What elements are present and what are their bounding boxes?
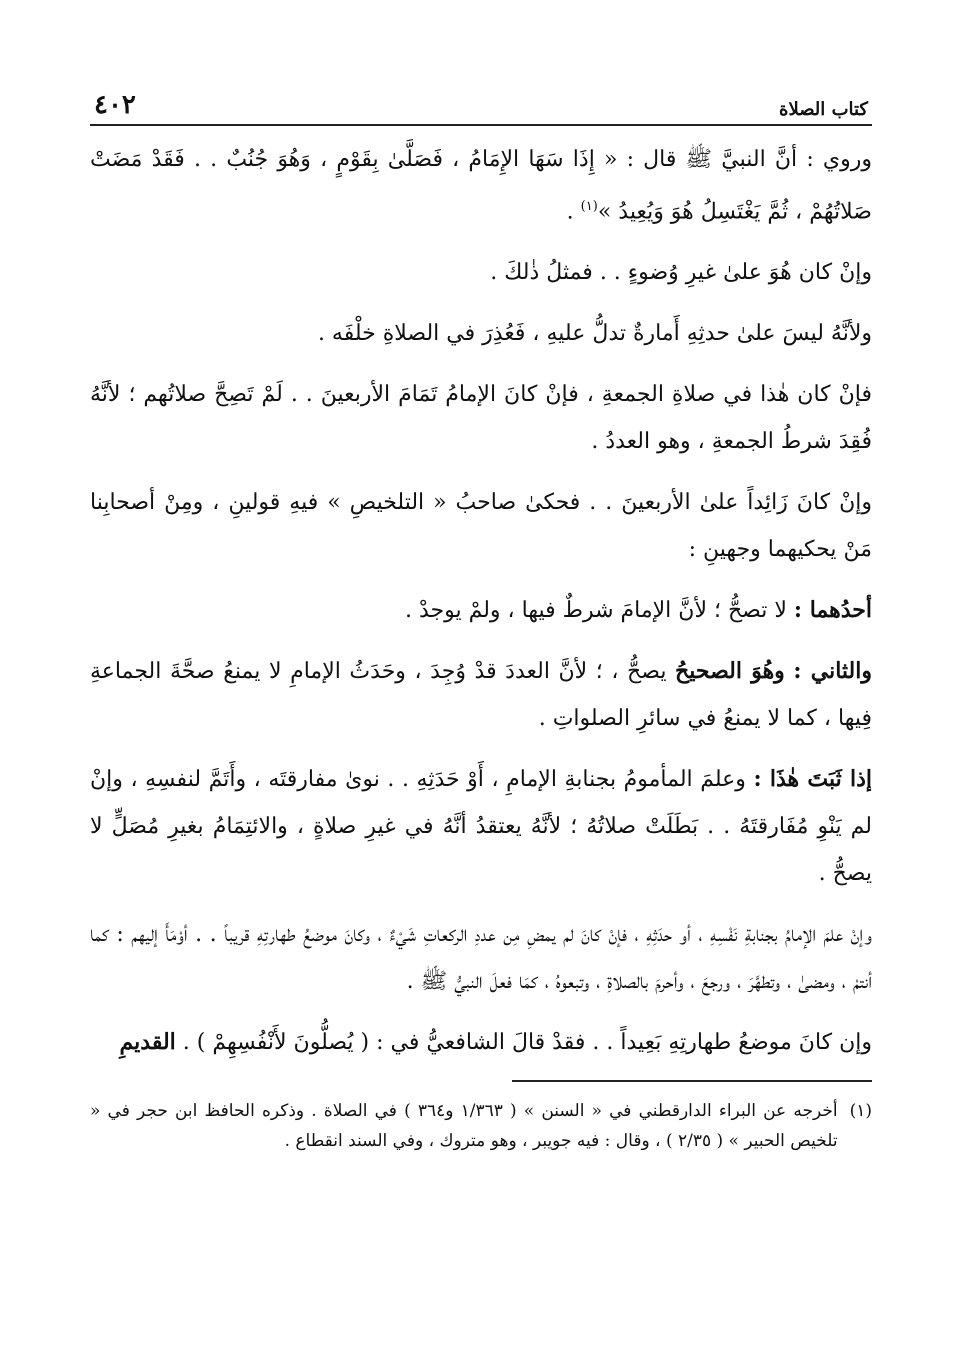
page-number: ٤٠٢	[94, 90, 136, 120]
paragraph-text: يصحُّ ، ؛ لأنَّ العددَ قدْ وُجِدَ ، وحَدَثُ الإمامِ لا يمنعُ صحَّةَ الجماعةِ فِيها ، كما لا يمنعُ في سائرِ الصلواتِ .	[90, 659, 872, 732]
bold-phrase: القديمِ	[119, 1029, 176, 1056]
chapter-title: كتاب الصلاة	[779, 99, 868, 120]
main-text	[90, 136, 872, 1066]
paragraph-text: لا تصحُّ ؛ لأنَّ الإمامَ شرطٌ فيها ، ولمْ يوجدْ .	[404, 598, 787, 624]
lead-term: إذا ثَبَتَ هٰذَا :	[753, 766, 872, 793]
paragraph: وإنْ علمَ الإمامُ بجنابةِ نَفْسِهِ ، أو حدَثِهِ ، فإنْ كانَ لم يمضِ مِن عددِ الركعاتِ شَيْءٌ ، وكانَ موضعُ طهارتِهِ قريباً . . أوْمَأَ إليهم : كما أنتمْ ، ومضىٰ ، وتطهَّرَ ، ورجعَ ، وأحرمَ بالصلاةِ ، وتبعوهُ ، كمَا فعلَ النبيُّ ﷺ .	[90, 922, 872, 995]
book-page	[90, 80, 872, 1156]
footnote	[90, 1096, 872, 1156]
paragraph	[90, 648, 872, 742]
footnote-text: أخرجه عن البراء الدارقطني في « السنن » ( ١/٣٦٣ و٣٦٤ ) في الصلاة . وذكره الحافظ ابن حجر في « تلخيص الحبير » ( ٢/٣٥ ) ، وقال : فيه جويبر ، وهو متروك ، وفي السند انقطاع .	[90, 1101, 838, 1152]
footnote-divider	[512, 1080, 872, 1082]
page-header	[90, 80, 872, 126]
paragraph: وروي : أنَّ النبيَّ ﷺ قال : « إِذَا سَهَا الإِمَامُ ، فَصَلَّىٰ بِقَوْمٍ ، وَهُوَ جُنُبٌ . . فَقَدْ مَضَتْ صَلاتُهُمْ ، ثُمَّ يَغْتَسِلُ هُوَ وَيُعِيدُ »$^{(١)}$ .	[90, 147, 872, 225]
lead-term: أحدُهما :	[793, 597, 872, 624]
footnote-ref: (١)	[580, 199, 598, 214]
paragraph-text: وروي : أنَّ النبيَّ ﷺ قال : « إِذَا سَهَا الإِمَامُ ، فَصَلَّىٰ بِقَوْمٍ ، وَهُوَ جُنُبٌ . . فَقَدْ مَضَتْ صَلاتُهُمْ ، ثُمَّ يَغْتَسِلُ هُوَ وَيُعِيدُ »	[90, 147, 872, 225]
paragraph-text: وإن كانَ موضعُ طهارتِهِ بَعِيداً . . فقدْ قالَ الشافعيُّ في : ( يُصلُّونَ لأَنْفُسِهِمْ ) .	[182, 1030, 872, 1056]
paragraph: وإنْ كان هُوَ علىٰ غيرِ وُضوءٍ . . فمثلُ ذٰلكَ .	[490, 260, 872, 286]
lead-term: والثاني :	[793, 658, 872, 685]
paragraph	[90, 587, 872, 634]
paragraph: وإنْ كانَ زَائِداً علىٰ الأربعينَ . . فحكىٰ صاحبُ « التلخيصِ » فيهِ قولينِ ، ومِنْ أصحابِنا مَنْ يحكيهما وجهينِ :	[90, 490, 872, 563]
paragraph: ولأنَّهُ ليسَ علىٰ حدثِهِ أَمارةٌ تدلُّ عليهِ ، فَعُذِرَ في الصلاةِ خلْفَه .	[317, 321, 872, 347]
footnote-marker: (١)	[849, 1101, 872, 1122]
paragraph: فإنْ كان هٰذا في صلاةِ الجمعةِ ، فإنْ كانَ الإمامُ تَمَامَ الأربعينَ . . لَمْ تَصِحَّ صلاتُهم ؛ لأنَّهُ فُقِدَ شرطُ الجمعةِ ، وهو العددُ .	[90, 382, 872, 455]
paragraph-text: وعلمَ المأمومُ بجنابةِ الإمامِ ، أَوْ حَدَثِهِ . . نوىٰ مفارقتَه ، وأَتَمَّ لنفسِهِ ، وإنْ لم يَنْوِ مُفَارقتَهُ . . بَطَلَتْ صلاتُهُ ؛ لأنَّهُ يعتقدُ أنَّهُ في غيرِ صلاةٍ ، والائتِمَامُ بغيرِ مُصَلٍّ لا يصحُّ .	[90, 767, 872, 887]
paragraph	[90, 756, 872, 897]
paragraph	[90, 1019, 872, 1066]
bold-phrase: وهُوَ الصحيحُ	[675, 658, 785, 685]
